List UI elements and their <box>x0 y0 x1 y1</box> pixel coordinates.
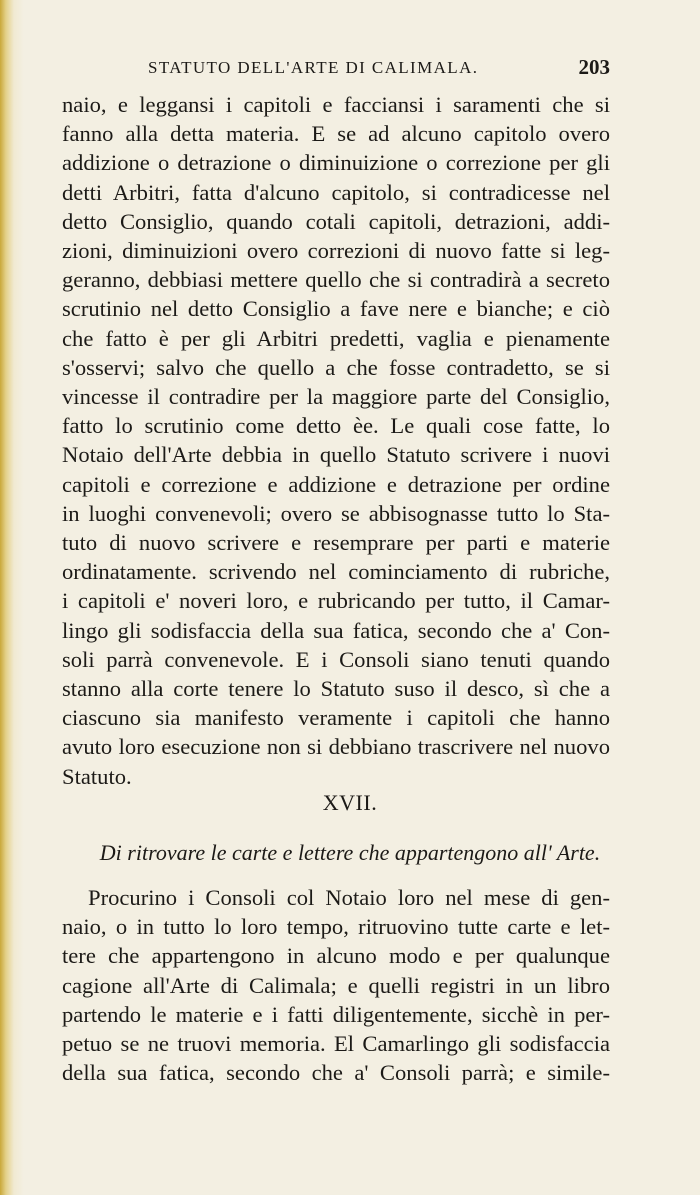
text-line: in luoghi convenevoli; overo se abbisognasse tutto lo Sta- <box>62 500 610 526</box>
text-line: addizione o detrazione o diminuizione o correzione per gli <box>62 150 610 176</box>
text-line: lingo gli sodisfaccia della sua fatica, secondo che a' Con- <box>62 617 610 643</box>
paragraph-2 <box>62 883 610 1087</box>
text-line: che fatto è per gli Arbitri predetti, vaglia e pienamente <box>62 325 610 351</box>
text-line: della sua fatica, secondo che a' Consoli parrà; e simile- <box>62 1060 610 1086</box>
page-number: 203 <box>578 55 610 79</box>
text-line: partendo le materie e i fatti diligentemente, sicchè in per- <box>62 1001 610 1027</box>
text-line: s'osservi; salvo che quello a che fosse contradetto, se si <box>62 354 610 380</box>
text-line: detto Consiglio, quando cotali capitoli, detrazioni, addi- <box>62 208 610 234</box>
section-number: XVII. <box>322 790 378 815</box>
text-line: naio, e leggansi i capitoli e facciansi i saramenti che si <box>62 92 610 117</box>
text-line: i capitoli e' noveri loro, e rubricando per tutto, il Camar- <box>62 588 610 614</box>
text-line: zioni, diminuizioni overo correzioni di nuovo fatte si leg- <box>62 238 610 264</box>
text-line: Statuto. <box>62 763 132 789</box>
text-line: vincesse il contradire per la maggiore parte del Consiglio, <box>62 384 610 410</box>
section-title: Di ritrovare le carte e lettere che appartengono all' Arte. <box>99 840 601 865</box>
text-line: capitoli e correzione e addizione e detrazione per ordine <box>62 471 610 497</box>
text-line: stanno alla corte tenere lo Statuto suso il desco, sì che a <box>62 676 610 702</box>
text-line: soli parrà convenevole. E i Consoli siano tenuti quando <box>62 646 610 672</box>
paragraph-1 <box>62 90 610 791</box>
text-line: detti Arbitri, fatta d'alcuno capitolo, si contradicesse nel <box>62 179 610 205</box>
page-header <box>62 55 610 88</box>
text-line: tuto di nuovo scrivere e resemprare per parti e materie <box>62 530 610 556</box>
text-line: Notaio dell'Arte debbia in quello Statuto scrivere i nuovi <box>62 442 610 468</box>
running-head: STATUTO DELL'ARTE DI CALIMALA. <box>148 58 479 77</box>
text-line: ciascuno sia manifesto veramente i capitoli che hanno <box>62 705 610 731</box>
text-line: Procurino i Consoli col Notaio loro nel mese di gen- <box>88 885 610 910</box>
text-line: scrutinio nel detto Consiglio a fave nere e bianche; e ciò <box>62 296 610 322</box>
text-line: geranno, debbiasi mettere quello che si contradirà a secreto <box>62 267 610 293</box>
text-line: fanno alla detta materia. E se ad alcuno capitolo overo <box>62 121 610 147</box>
text-line: ordinatamente. scrivendo nel cominciamento di rubriche, <box>62 559 610 585</box>
text-line: petuo se ne truovi memoria. El Camarlingo gli sodisfaccia <box>62 1031 610 1057</box>
text-line: tere che appartengono in alcuno modo e per qualunque <box>62 943 610 969</box>
text-line: naio, o in tutto lo loro tempo, ritruovino tutte carte e let- <box>62 914 610 940</box>
text-line: cagione all'Arte di Calimala; e quelli registri in un libro <box>62 972 610 998</box>
text-line: fatto lo scrutinio come detto èe. Le quali cose fatte, lo <box>62 413 610 439</box>
text-line: avuto loro esecuzione non si debbiano trascrivere nel nuovo <box>62 734 610 760</box>
